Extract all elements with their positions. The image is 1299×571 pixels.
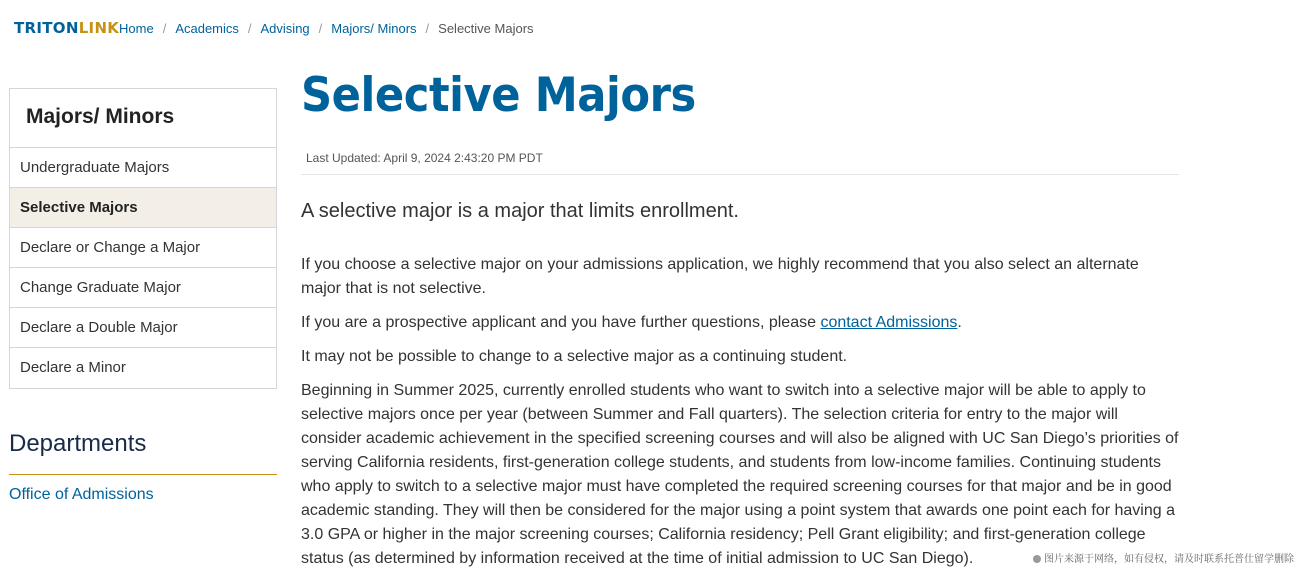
logo-part-link: LINK [78,19,120,37]
breadcrumb [119,21,534,36]
breadcrumb-separator: / [162,21,167,36]
sidebar-item-declare-change-major[interactable]: Declare or Change a Major [10,228,276,268]
paragraph-alternate-major: If you choose a selective major on your admissions application, we highly recommend that you also select an alternate major that is not selective. [301,256,1139,297]
departments-divider [9,474,277,475]
breadcrumb-advising[interactable]: Advising [260,21,310,36]
sidebar-nav [9,88,277,389]
content-divider [301,174,1179,175]
breadcrumb-separator: / [318,21,323,36]
paragraph-summer-2025: Beginning in Summer 2025, currently enrolled students who want to switch into a selective major will be able to apply to selective majors once per year (between Summer and Fall quarters). The selection criteria for entry to the major will consider academic achievement in the specified screening courses and will also be aligned with UC San Diego’s priorities of serving California residents, first-generation college students, and students from low-income families. Continuing students who apply to switch to a selective major must have completed the required screening courses for that major and be in good academic standing. They will then be considered for the major using a point system that awards one point each for having a 3.0 GPA or higher in the major screening courses; California residency; Pell Grant eligibility; and first-generation college status (as determined by information received at the time of initial admission to UC San Diego). [301,382,1179,567]
sidebar-title: Majors/ Minors [10,89,276,148]
breadcrumb-separator: / [425,21,430,36]
lead-text: A selective major is a major that limits enrollment. [301,200,739,222]
page-title: Selective Majors [301,68,696,123]
sidebar-item-declare-minor[interactable]: Declare a Minor [20,359,126,376]
breadcrumb-majors-minors[interactable]: Majors/ Minors [331,21,417,36]
paragraph-contact [301,311,1181,335]
watermark-text: 图片来源于网络，如有侵权，请及时联系托普仕留学删除 [1044,554,1294,565]
sidebar-item-change-graduate-major[interactable]: Change Graduate Major [10,268,276,308]
contact-admissions-link[interactable]: contact Admissions [820,314,958,331]
breadcrumb-current: Selective Majors [438,21,534,36]
last-updated: Last Updated: April 9, 2024 2:43:20 PM PDT [306,151,543,165]
logo-part-triton: TRITON [14,19,79,37]
sidebar-item-undergraduate-majors[interactable]: Undergraduate Majors [10,148,276,188]
sidebar-item-declare-double-major[interactable]: Declare a Double Major [10,308,276,348]
watermark-icon [1033,555,1041,563]
departments-heading: Departments [9,430,147,457]
paragraph-contact-end: . [957,314,962,331]
sidebar-item-selective-majors[interactable]: Selective Majors [10,188,276,228]
breadcrumb-home[interactable]: Home [119,21,154,36]
breadcrumb-separator: / [247,21,252,36]
breadcrumb-academics[interactable]: Academics [175,21,239,36]
paragraph-contact-text: If you are a prospective applicant and you have further questions, please [301,314,821,331]
watermark [1030,549,1297,566]
tritonlink-logo[interactable] [14,19,119,37]
office-of-admissions-link[interactable]: Office of Admissions [9,486,154,503]
main-content [301,66,1181,571]
paragraph-continuing-student: It may not be possible to change to a selective major as a continuing student. [301,348,848,365]
